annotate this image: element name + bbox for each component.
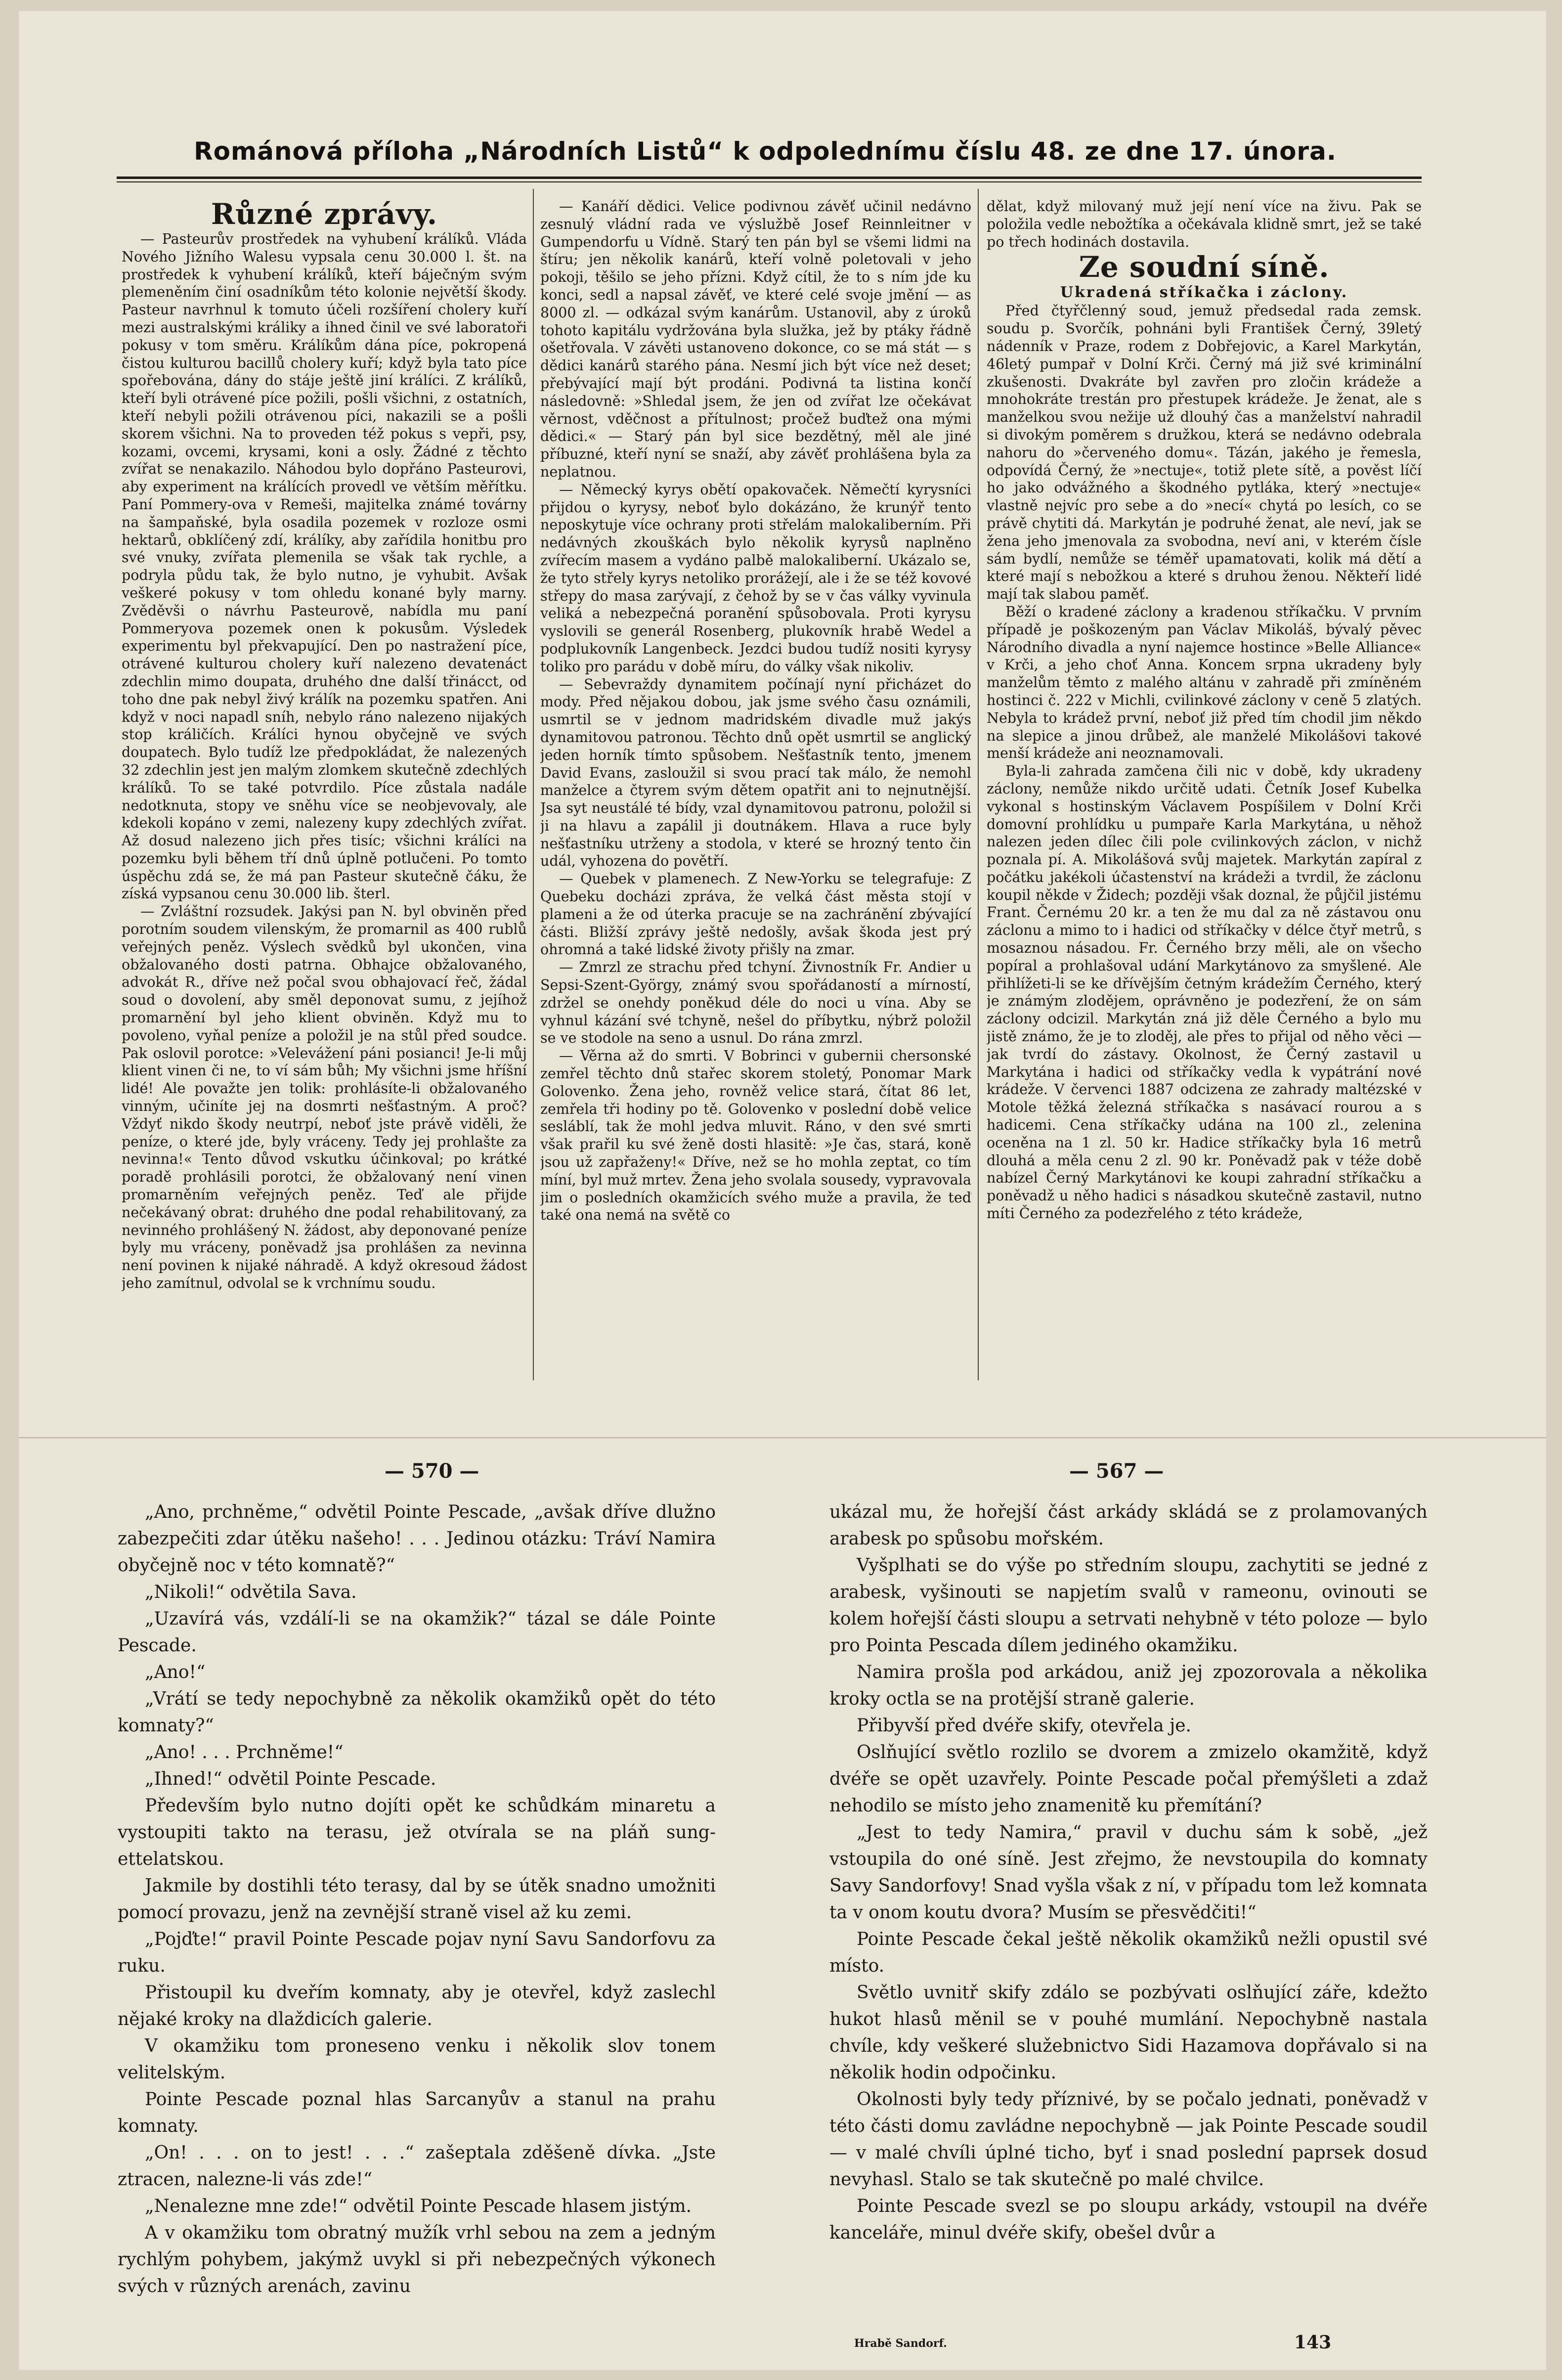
subheading-ukradena: Ukradená stříkačka i záclony. <box>1060 284 1348 302</box>
novel-page-right <box>829 1499 1428 2320</box>
novel-paragraph: „Pojďte!“ pravil Pointe Pescade pojav nyní Savu Sandorfovu za ruku. <box>118 1929 716 1976</box>
article-verna-continued: dělat, když milovaný muž její není více na živu. Pak se položila vedle nebožtíka a očekávala klidně smrt, jež se také po třech hodinách dostavila. <box>987 198 1422 250</box>
masthead: Románová příloha „Národních Listů“ k odpolednímu číslu 48. ze dne 17. února. <box>194 137 1337 166</box>
court-paragraph: Běží o kradené záclony a kradenou stříkačku. V prvním případě je poškozeným pan Václav Mikoláš, bývalý pěvec Národního divadla a nyní najemce hostince »Belle Alliance« v Krči, a jeho choť Anna. Koncem srpna ukradeny byly manželům těmto z malého altánu v zahradě při zmíněném hostinci č. 222 v Michli, cvilinkové záclony v ceně 5 zlatých. Nebyla to krádež první, neboť již před tím chodil jim někdo na slepice a jinou drůbež, ale manželé Mikolášovi takové menší krádeže ani neoznamovali. <box>987 603 1422 762</box>
masthead-rule <box>117 176 1422 179</box>
novel-paragraph: Okolnosti byly tedy příznivé, by se počalo jednati, poněvadž v této části domu zavládne nepochybně — jak Pointe Pescade soudil — v malé chvíli úplné ticho, byť i snad poslední paprsek dosud nevyhasl. Stalo se tak skutečně po malé chvilce. <box>829 2089 1428 2190</box>
novel-paragraph: Přibyvší před dvéře skify, otevřela je. <box>857 1716 1191 1736</box>
novel-paragraph: Především bylo nutno dojíti opět ke schůdkám minaretu a vystoupiti takto na terasu, jež otvírala se na pláň sung-ettelatskou. <box>118 1796 716 1869</box>
page-number-bottom: 143 <box>1294 2332 1332 2353</box>
masthead-rule-thin <box>117 181 1422 182</box>
novel-paragraph: Přistoupil ku dveřím komnaty, aby je otevřel, když zaslechl nějaké kroky na dlaždicích galerie. <box>118 1983 716 2029</box>
novel-paragraph: „Ano, prchněme,“ odvětil Pointe Pescade, „avšak dříve dlužno zabezpečiti zdar útěku našeho! . . . Jedinou otázku: Tráví Namira obyčejně noc v této komnatě?“ <box>118 1502 716 1576</box>
novel-paragraph: A v okamžiku tom obratný mužík vrhl sebou na zem a jedným rychlým pohybem, jakýmž uvykl si při nebezpečných výkonech svých v různých arenách, zavinu <box>118 2223 716 2296</box>
novel-paragraph: „Ano! . . . Prchněme!“ <box>145 1742 344 1763</box>
section-heading-soud: Ze soudní síně. <box>1079 250 1330 284</box>
article-sebevrazdy: — Sebevraždy dynamitem počínají nyní přicházet do mody. Před nějakou dobou, jak jsme svého času oznámili, usmrtil se v jednom madridském divadle muž jakýs dynamitovou patronou. Těchto dnů opět usmrtil se anglický jeden horník tímto spůsobem. Nešťastník tento, jmenem David Evans, zasloužil si svou prací tak málo, že nemohl manželce a čtyrem svým dětem opatřit ani to nejnutnější. Jsa syt neustálé té bídy, vzal dynamitovou patronu, položil si ji na hlavu a zapálil ji doutnákem. Hlava a ruce byly nešťastníku utrženy a stodola, v které se hrozný tento čin udál, vyhozena do povětří. <box>540 676 971 870</box>
novel-paragraph: Oslňující světlo rozlilo se dvorem a zmizelo okamžitě, když dvéře se opět uzavřely. Pointe Pescade počal přemýšleti a zdaž nehodilo se místo jeho znamenitě ku přemítání? <box>829 1742 1428 1816</box>
fold-divider <box>19 1437 1546 1438</box>
article-verna: — Věrna až do smrti. V Bobrinci v gubernii chersonské zemřel těchto dnů stařec skorem stoletý, Ponomar Mark Golovenko. Žena jeho, rovněž velice stará, čítat 86 let, zemřela tři hodiny po tě. Golovenko v poslední době velice sesláblí, tak že mohl jedva mluvit. Ráno, v den své smrti však prařil ku své ženě dosti hlasitě: »Je čas, stará, koně jsou už zapřaženy!« Dříve, než se ho mohla zeptat, co tím míní, byl muž mrtev. Žena jeho svolala sousedy, vypravovala jim o posledních okamžicích svého muže a pravila, že teď také ona nemá na světě co <box>540 1048 971 1224</box>
novel-paragraph: „Vrátí se tedy nepochybně za několik okamžiků opět do této komnaty?“ <box>118 1689 716 1736</box>
column-left <box>122 198 527 1379</box>
page-number-right: — 567 — <box>1069 1459 1164 1483</box>
article-quebek: — Quebek v plamenech. Z New-Yorku se telegrafuje: Z Quebeku docházi zpráva, že velká část města stojí v plameni a že od úterka pracuje se na zachránění zbývající části. Bližší zprávy ještě nedošly, avšak škoda jest prý ohromná a také lidské životy přišly na zmar. <box>540 871 971 958</box>
footer-title: Hrabě Sandorf. <box>854 2337 947 2350</box>
newspaper-sheet <box>19 11 1546 2370</box>
novel-paragraph: Pointe Pescade svezl se po sloupu arkády, vstoupil na dvéře kanceláře, minul dvéře skify, obešel dvůr a <box>829 2196 1428 2243</box>
novel-paragraph: „On! . . . on to jest! . . .“ zašeptala zděšeně dívka. „Jste ztracen, nalezne-li vás zde!“ <box>118 2143 716 2190</box>
article-zmrzl: — Zmrzl ze strachu před tchyní. Živnostník Fr. Andier u Sepsi-Szent-György, známý svou spořádaností a mírností, zdržel se onehdy poněkud déle do noci u vína. Aby se vyhnul kázání své tchyně, nešel do příbytku, nýbrž položil se ve stodole na seno a usnul. Do rána zmrzl. <box>540 959 971 1047</box>
article-kyrys: — Německý kyrys obětí opakovaček. Němečtí kyrysníci přijdou o kyrysy, neboť bylo dokázáno, že krunýř tento neposkytuje více ochrany proti střelám malokaliberním. Při nedávných zkouškách bylo několik kyrysů naplněno zvířecím masem a vydáno palbě malokaliberní. Ukázalo se, že tyto střely kyrys netoliko prorážejí, ale i že se též kovové střepy do masa zarývají, z čehož by se v čas války vyvinula veliká a nebezpečná poranění spůsobovala. Proti kyrysu vyslovili se generál Rosenberg, plukovník hrabě Wedel a podplukovník Langenbeck. Jezdci budou tudíž nositi kyrysy toliko pro parádu v době míru, do války však nikoliv. <box>540 481 971 675</box>
novel-paragraph: „Nenalezne mne zde!“ odvětil Pointe Pescade hlasem jistým. <box>145 2196 692 2216</box>
column-middle <box>540 198 971 1379</box>
article-kanari: — Kanáří dědici. Velice podivnou závěť učinil nedávno zesnulý vládní rada ve výslužbě Josef Reinnleitner v Gumpendorfu u Vídně. Starý ten pán byl se všemi lidmi na štíru; jen několik kanárů, kteří volně poletovali v jeho pokoji, těšilo se jeho přízni. Když cítil, že to s ním jde ku konci, sedl a napsal závěť, ve které celé svoje jmění — as 8000 zl. — odkázal svým kanárům. Ustanovil, aby z úroků tohoto kapitálu vydržována byla služka, jež by ptáky řádně ošetřovala. V závěti ustanoveno dokonce, co se má stát — s dědici kanárů starého pána. Nesmí jich být více než deset; přebývající mají být prodáni. Podivná ta listina končí následovně: »Shledal jsem, že jen od zvířat lze očekávat věrnost, vděčnost a přítulnost; pročež buďtež ona mými dědici.« — Starý pán byl sice bezdětný, měl ale jiné příbuzné, kteří nyní se snaží, aby závěť prohlášena byla za neplatnou. <box>540 198 971 480</box>
novel-paragraph: „Ano!“ <box>145 1662 206 1682</box>
novel-paragraph: Světlo uvnitř skify zdálo se pozbývati oslňující záře, kdežto hukot hlasů měnil se v pouhé mumlání. Nepochybně nastala chvíle, kdy veškeré služebnictvo Sidi Hazamova dopřávalo si na několik hodin odpočinku. <box>829 1983 1428 2083</box>
column-divider <box>533 189 534 1380</box>
page-number-left: — 570 — <box>385 1459 479 1483</box>
novel-paragraph: Vyšplhati se do výše po středním sloupu, zachytiti se jedné z arabesk, vyšinouti se napjetím svalů v rameonu, ovinouti se kolem hořejší části sloupu a setrvati nehybně v této poloze — bylo pro Pointa Pescada dílem jediného okamžiku. <box>829 1555 1428 1656</box>
novel-paragraph: „Uzavírá vás, vzdálí-li se na okamžik?“ tázal se dále Pointe Pescade. <box>118 1609 716 1656</box>
article-rozsudek: — Zvláštní rozsudek. Jakýsi pan N. byl obviněn před porotním soudem vilenským, že promarnil as 400 rublů veřejných peněz. Výslech svědků byl ukončen, vina obžalovaného dosti patrna. Obhajce obžalovaného, advokát R., dříve než počal svou obhajovací řeč, žádal soud o dovolení, aby směl deponovat sumu, z jejíhož promarnění byl jeho klient obviněn. Když mu to povoleno, vyňal peníze a položil je na stůl před soudce. Pak oslovil porotce: »Velevážení páni posianci! Je-li můj klient vinen či ne, to ví sám bůh; My všichni jsme hříšní lidé! Ale považte jen tolik: prohlásíte-li obžalovaného vinným, učiníte jej na dosmrti nešťastným. A proč? Vždyť nikdo škody neutrpí, neboť jste právě viděli, že peníze, o které jde, byly vráceny. Tedy jej prohlašte za nevinna!« Tento důvod vskutku účinkoval; po krátké poradě prohlásili porotci, že obžalovaný není vinen promarněním veřejných peněz. Teď ale přijde nečekávaný obrat: druhého dne podal rehabilitovaný, za nevinného prohlášený N. žádost, aby deponované peníze byly mu vráceny, poněvadž jsa prohlášen za nevinna není povinen k nijaké náhradě. A když okresoud žádost jeho zamítnul, odvolal se k vrchnímu soudu. <box>122 903 527 1292</box>
novel-paragraph: V okamžiku tom proneseno venku i několik slov tonem velitelským. <box>118 2036 716 2083</box>
section-heading: Různé zprávy. <box>211 198 438 231</box>
article-pasteur: — Pasteurův prostředek na vyhubení králíků. Vláda Nového Jižního Walesu vypsala cenu 30.000 l. št. na prostředek k vyhubení králíků, kteří báječným svým plemeněním činí osadníkům této kolonie největší škody. Pasteur navrhnul k tomuto účeli rozšíření cholery kuří mezi australskými králiky a ihned činil ve své laboratoři pokusy v tom směru. Králíkům dána píce, pokropená čistou kulturou bacillů cholery kuří; když byla tato píce spořebována, dány do stáje ještě jiní králíci. Z králíků, kteří byli otrávené píce požili, pošli všichni, z ostatních, kteří nebyli požili otrávenou píci, nakazili se a pošli skorem všichni. Na to proveden též pokus s vepři, psy, kozami, ovcemi, krysami, koni a osly. Žádné z těchto zvířat se nenakazilo. Náhodou bylo dopřáno Pasteurovi, aby experiment na králících provedl ve větším měřítku. Paní Pommery-ova v Remeši, majitelka známé továrny na šampaňské, byla osadila pozemek v rozloze osmi hektarů, obklíčený zdí, králíky, aby zařídila honitbu pro své vnuky, zvířata plemenila se však tak rychle, a podryla půdu tak, že bylo nutno, je vyhubit. Avšak veškeré pokusy v tom ohledu konané byly marny. Zvěděvši o návrhu Pasteurově, nabídla mu paní Pommeryova pozemek onen k pokusům. Výsledek experimentu byl překvapující. Den po nastražení píce, otrávené kulturou cholery kuří nalezeno devatenáct zdechlin mimo doupata, druhého dne další třinácct, od toho dne pak nebyl živý králík na pozemku spatřen. Ani když v noci napadl sníh, nebylo ráno nalezeno nijakých stop králičích. Králíci hynou obyčejně ve svých doupatech. Bylo tudíž lze předpokládat, že nalezených 32 zdechlin jest jen malým zlomkem skutečně zdechlých králíků. To se také potvrdilo. Píce zůstala nadále nedotknuta, stopy ve sněhu více se neobjevovaly, ale kdekoli kopáno v zemi, nalezeny kupy zdechlých zvířat. Až dosud nalezeno jich přes tisíc; všichni králíci na pozemku byli během tří dnů úplně potlučeni. Po tomto úspěchu zdá se, že má pan Pasteur skutečně čáku, že získá vypsanou cenu 30.000 lib. šterl. <box>122 231 527 902</box>
court-paragraph: Byla-li zahrada zamčena čili nic v době, kdy ukradeny záclony, nemůže nikdo určitě udati. Četník Josef Kubelka vykonal s hostinským Václavem Pospíšilem v Dolní Krči domovní prohlídku u pumpaře Karla Markytána, u něhož nalezen jeden díleс čili pole cvilinkových záclon, v nichž poznala pí. A. Mikolášová svůj majetek. Markytán zapíral z počátku jakékoli účastenství na krádeži a tvrdil, že záclonu koupil někde v Židech; později však doznal, že půjčil jistému Frant. Černému 20 kr. a ten že mu dal za ně zástavou onu záclonu a mimo to i hadici od stříkačky v délce čtyř metrů, s mosaznou násadou. Fr. Černého brzy měli, ale on všecho popíral a prohlašoval udání Markytánovo za smyšlené. Ale přihlížeti-li se ke dřívějším četným krádežím Černého, který je známým zlodějem, oprávněno je podezření, že on sám záclony odcizil. Markytán zná již děle Černého a bylo mu jistě známo, že je to zloděj, ale přes to přijal od něho věci — jak tvrdí do zástavy. Okolnost, že Černý zastavil u Markytána i hadici od stříkačky vedla k vypátrání nové krádeže. V červenci 1887 odcizena ze zahrady maltézské v Motole těžká železná stříkačka s nasávací rourou a s hadicemi. Cena stříkačky udána na 100 zl., zelenina oceněna na 1 zl. 50 kr. Hadice stříkačky byla 16 metrů dlouhá a měla cenu 2 zl. 90 kr. Poněvadž pak v téže době nabízel Černý Markytánovi ke koupi zahradní stříkačku a poněvadž u něho hadici s násadkou skutečně zastavil, nutno míti Černého za podezřelého z této krádeže, <box>987 763 1422 1222</box>
novel-paragraph: Pointe Pescade čekal ještě několik okamžiků nežli opustil své místo. <box>829 1929 1428 1976</box>
novel-paragraph: „Nikoli!“ odvětila Sava. <box>145 1582 357 1602</box>
novel-paragraph: ukázal mu, že hořejší část arkády skládá se z prolamovaných arabesk po spůsobu mořském. <box>829 1502 1428 1549</box>
column-divider <box>978 189 979 1380</box>
novel-paragraph: „Ihned!“ odvětil Pointe Pescade. <box>145 1769 436 1789</box>
novel-paragraph: Namira prošla pod arkádou, aniž jej zpozorovala a několika kroky octla se na protější straně galerie. <box>829 1662 1428 1709</box>
novel-paragraph: „Jest to tedy Namira,“ pravil v duchu sám k sobě, „jež vstoupila do oné síně. Jest zřejmo, že nevstoupila do komnaty Savy Sandorfovy! Snad vyšla však z ní, v případu tom lež komnata ta v onom koutu dvora? Musím se přesvědčiti!“ <box>829 1822 1428 1923</box>
novel-paragraph: Pointe Pescade poznal hlas Sarcanyův a stanul na prahu komnaty. <box>118 2089 716 2136</box>
column-right <box>987 198 1422 1379</box>
court-paragraph: Před čtyřčlenný soud, jemuž předsedal rada zemsk. soudu p. Svorčík, pohnáni byli František Černý, 39letý nádenník v Praze, rodem z Dobřejovic, a Karel Markytán, 46letý pumpař v Dolní Krči. Černý má již své kriminální zkušenosti. Dvakráte byl zavřen pro zločin krádeže a mnohokráte trestán pro přestupek krádeže. Je ženat, ale s manželkou svou nežije už dlouhý čas a manželství nahradil si divokým poměrem s družkou, která se nedávno odebrala nahoru do »červeného domu«. Tázán, jakého je řemesla, odpovídá Černý, že »nectuje«, totiž plete sítě, a pověst líčí ho jako odvážného a škodného pytláka, který »nectuje« vlastně nejvíc pro sebe a do »necí« chytá po lesích, co se právě chytiti dá. Markytán je podruhé ženat, ale neví, jak se žena jeho jmenovala za svobodna, neví ani, v kterém čísle sám bydlí, nemůže se téměř upamatovati, kolik má dětí a které mají s nebožkou a které s druhou ženou. Někteří lidé mají tak slabou paměť. <box>987 303 1422 603</box>
novel-page-left <box>118 1499 716 2320</box>
novel-paragraph: Jakmile by dostihli této terasy, dal by se útěk snadno umožniti pomocí provazu, jenž na zevnější straně visel až ku zemi. <box>118 1876 716 1923</box>
